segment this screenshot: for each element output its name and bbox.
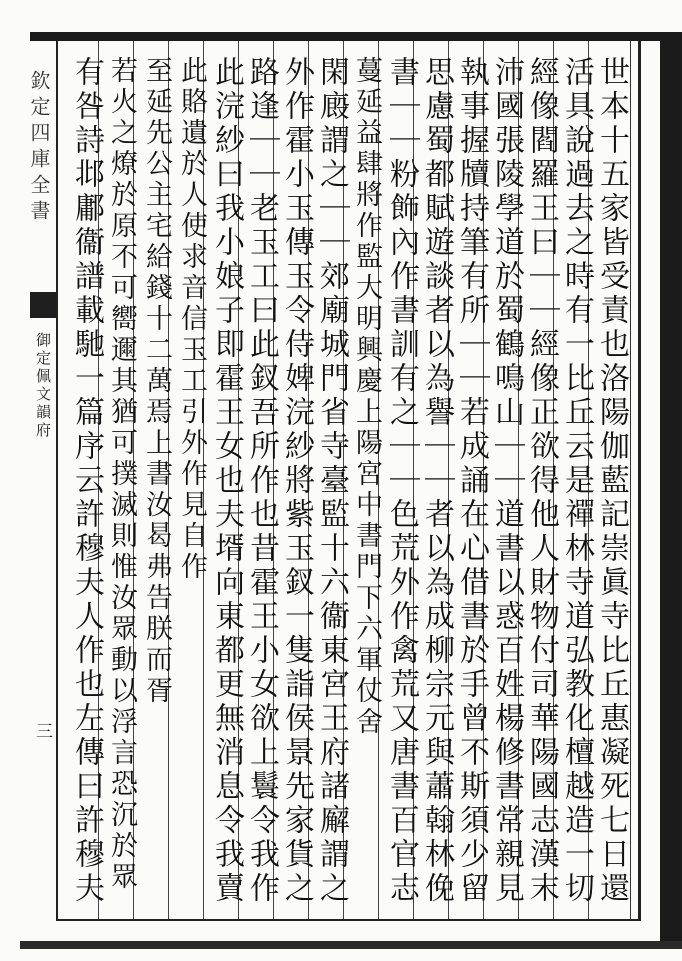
text-column-5: 執事握牘持筆有所｜｜若成誦在心借書於手曾不斯須少留 bbox=[454, 56, 489, 906]
page-edge-right bbox=[660, 32, 682, 949]
text-column-4: 沛國張陵學道於蜀鶴鳴山｜｜道書以惑百姓楊修書常親見 bbox=[489, 56, 524, 906]
text-column-2: 活具說過去之時有一比丘云是禪林寺道弘教化檀越造一切 bbox=[559, 56, 594, 906]
text-column-1: 世本十五家皆受責也洛陽伽藍記崇眞寺比丘惠凝死七日還 bbox=[594, 56, 629, 906]
text-column-11: 路逢｜｜老玉工曰此釵吾所作也昔霍王小女欲上鬟令我作 bbox=[244, 56, 279, 906]
page-edge-bottom bbox=[20, 941, 682, 949]
page-edge-top bbox=[30, 32, 682, 41]
page-number: 三 bbox=[32, 722, 52, 739]
text-column-12: 此浣紗曰我小娘子即霍王女也夫壻向東都更無消息令我賣 bbox=[209, 56, 244, 906]
margin-subtitle: 御定佩文韻府 bbox=[34, 332, 52, 440]
text-column-14: 至延先公主宅給錢十二萬焉上書汝曷弗告朕而胥 bbox=[141, 56, 172, 707]
frame-inner-rule bbox=[630, 41, 631, 919]
fish-tail-mark bbox=[30, 292, 56, 318]
text-column-3: 經像閻羅王曰｜｜經像正欲得他人財物付司華陽國志漢末 bbox=[524, 56, 559, 906]
margin-book-title: 欽定四庫全書 bbox=[27, 70, 51, 226]
text-column-13: 此賂遺於人使求音信玉工引外作見自作 bbox=[176, 56, 207, 583]
text-column-16: 有咎詩邶鄘衞譜載馳一篇序云許穆夫人作也左傳曰許穆夫 bbox=[69, 56, 104, 906]
text-column-15: 若火之燎於原不可嚮邇其猶可撲滅則惟汝眾動以浮言恐沉於眾 bbox=[106, 56, 137, 893]
text-column-6: 思慮蜀都賦遊談者以為譽｜｜者以為成柳宗元與蕭翰林俛 bbox=[419, 56, 454, 906]
text-column-7: 書｜｜粉飾內作書訓有之｜｜色荒外作禽荒又唐書百官志 bbox=[384, 56, 419, 906]
text-column-9: 閑廄謂之｜｜郊廟城門省寺臺監十六衞東宮王府諸廨謂之 bbox=[314, 56, 349, 906]
text-column-10: 外作霍小玉傳玉令侍婢浣紗將紫玉釵一隻詣侯景先家貨之 bbox=[279, 56, 314, 906]
text-column-8: 蔓延益肆將作監大明興慶上陽宮中書門下六軍仗舍 bbox=[351, 56, 382, 738]
